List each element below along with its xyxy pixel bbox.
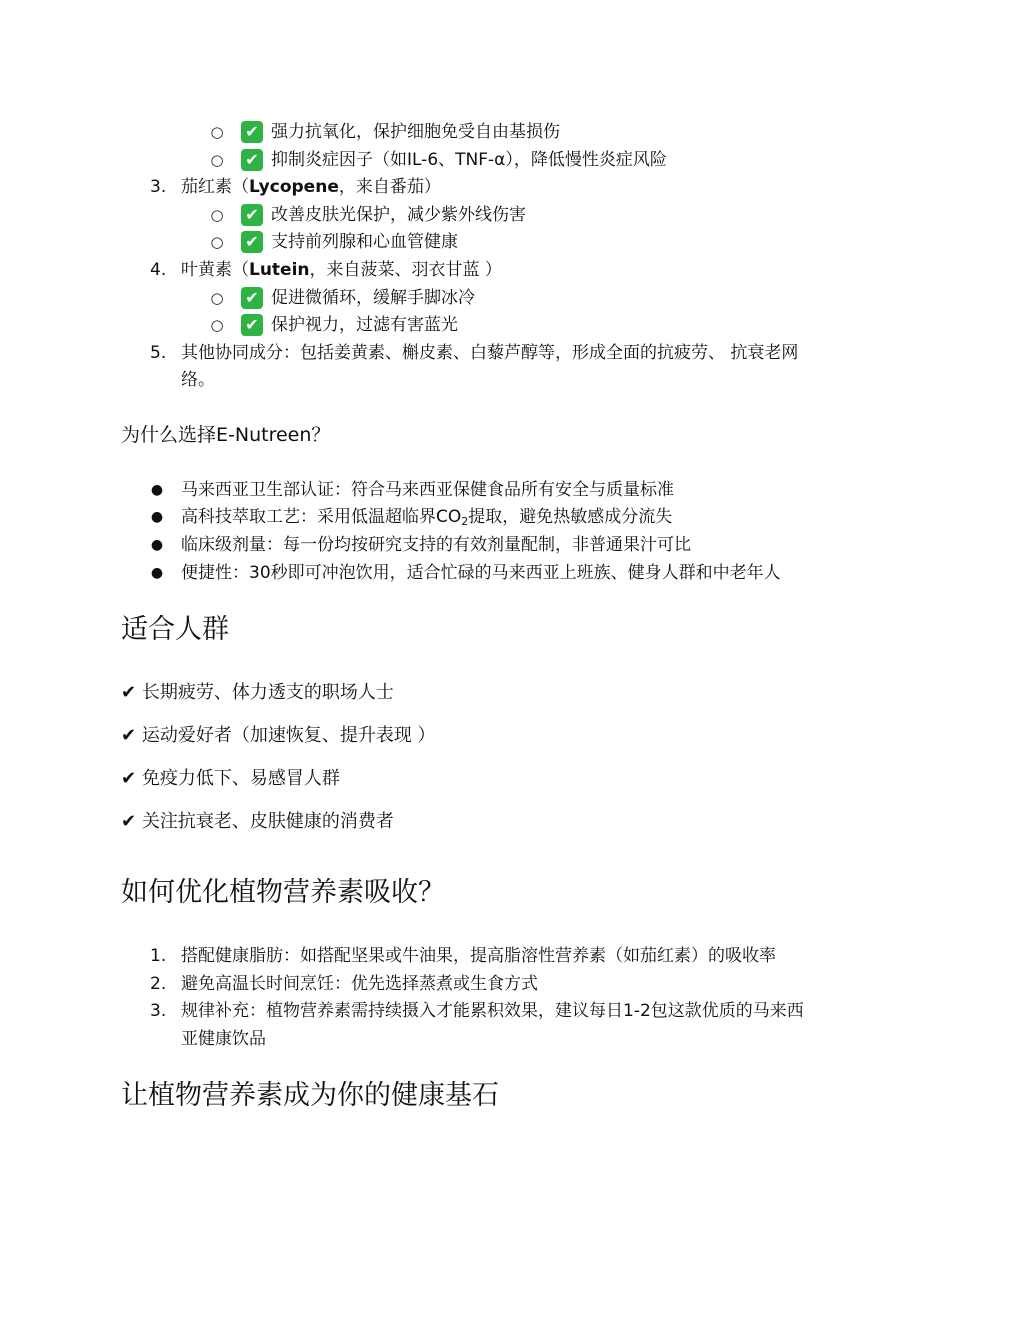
item-text: 其他协同成分：包括姜黄素、槲皮素、白藜芦醇等，形成全面的抗疲劳、 抗衰老网 (181, 343, 799, 363)
audience-text: ✔ 运动爱好者（加速恢复、提升表现 ） (121, 725, 436, 746)
sub-item-text: 保护视力，过滤有害蓝光 (271, 315, 458, 335)
audience-text: ✔ 长期疲劳、体力透支的职场人士 (121, 682, 394, 703)
tick-icon: ✔ (121, 811, 137, 832)
circle-bullet-icon: ○ (210, 151, 224, 169)
check-mark-icon: ✔ (241, 149, 263, 171)
tick-icon: ✔ (121, 725, 137, 746)
check-mark-icon: ✔ (241, 314, 263, 336)
sub-item-text: 改善皮肤光保护，减少紫外线伤害 (271, 205, 526, 225)
check-mark-icon: ✔ (241, 287, 263, 309)
bullet-text: 高科技萃取工艺：采用低温超临界$CO_2$提取，避免热敏感成分流失 (181, 507, 673, 528)
circle-bullet-icon: ○ (210, 316, 224, 334)
item-text: 避免高温长时间烹饪：优先选择蒸煮或生食方式 (181, 974, 538, 994)
tick-icon: ✔ (121, 768, 137, 789)
bullet-icon: ● (150, 565, 164, 581)
item-text-continuation: 络。 (181, 370, 215, 390)
sub-item-text: 抑制炎症因子（如IL-6、TNF-α），降低慢性炎症风险 (271, 150, 667, 170)
item-text: 茄红素（Lycopene，来自番茄） (181, 177, 441, 197)
bullet-icon: ● (150, 537, 164, 553)
bullet-text: 临床级剂量：每一份均按研究支持的有效剂量配制，非普通果汁可比 (181, 535, 691, 555)
list-number: 5. (150, 343, 167, 363)
circle-bullet-icon: ○ (210, 206, 224, 224)
why-heading: 为什么选择E-Nutreen？ (121, 424, 331, 446)
circle-bullet-icon: ○ (210, 123, 224, 141)
list-number: 4. (150, 260, 167, 280)
absorption-heading: 如何优化植物营养素吸收？ (121, 877, 445, 908)
item-text: 叶黄素（Lutein，来自菠菜、羽衣甘蓝 ） (181, 260, 502, 280)
audience-heading: 适合人群 (121, 614, 229, 645)
check-mark-icon: ✔ (241, 121, 263, 143)
audience-text: ✔ 免疫力低下、易感冒人群 (121, 768, 340, 789)
closing-heading: 让植物营养素成为你的健康基石 (121, 1080, 499, 1111)
circle-bullet-icon: ○ (210, 233, 224, 251)
list-number: 2. (150, 974, 167, 994)
list-number: 3. (150, 1001, 167, 1021)
item-text-continuation: 亚健康饮品 (181, 1029, 266, 1049)
sub-item-text: 强力抗氧化，保护细胞免受自由基损伤 (271, 122, 560, 142)
tick-icon: ✔ (121, 682, 137, 703)
circle-bullet-icon: ○ (210, 289, 224, 307)
bullet-icon: ● (150, 509, 164, 525)
item-text: 规律补充：植物营养素需持续摄入才能累积效果，建议每日1-2包这款优质的马来西 (181, 1001, 804, 1021)
list-number: 1. (150, 946, 167, 966)
check-mark-icon: ✔ (241, 204, 263, 226)
item-text: 搭配健康脂肪：如搭配坚果或牛油果，提高脂溶性营养素（如茄红素）的吸收率 (181, 946, 776, 966)
sub-item-text: 促进微循环，缓解手脚冰冷 (271, 288, 475, 308)
bullet-icon: ● (150, 482, 164, 498)
audience-text: ✔ 关注抗衰老、皮肤健康的消费者 (121, 811, 394, 832)
bullet-text: 马来西亚卫生部认证：符合马来西亚保健食品所有安全与质量标准 (181, 480, 674, 500)
sub-item-text: 支持前列腺和心血管健康 (271, 232, 458, 252)
check-mark-icon: ✔ (241, 231, 263, 253)
list-number: 3. (150, 177, 167, 197)
bullet-text: 便捷性：30秒即可冲泡饮用，适合忙碌的马来西亚上班族、健身人群和中老年人 (181, 563, 781, 583)
